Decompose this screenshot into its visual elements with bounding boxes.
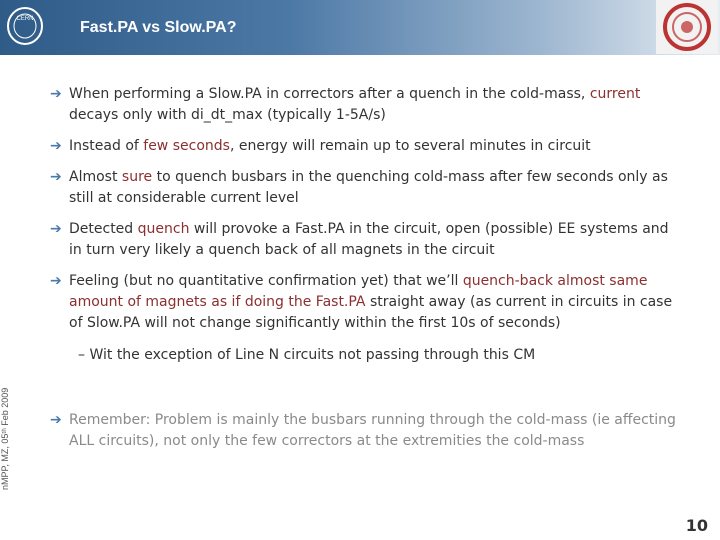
arrow-right-icon: ➔ xyxy=(50,412,62,428)
bullet-item: ➔ Instead of few seconds, energy will remain up to several minutes in circuit xyxy=(50,136,685,157)
header-bar xyxy=(0,0,720,55)
sub-bullet: – Wit the exception of Line N circuits not passing through this CM xyxy=(78,347,536,363)
lhc-logo-icon xyxy=(656,0,718,54)
page-number: 10 xyxy=(685,516,708,535)
page-title: Fast.PA vs Slow.PA? xyxy=(80,19,237,36)
arrow-right-icon: ➔ xyxy=(50,273,62,289)
remember-block xyxy=(50,410,690,462)
bullet-item: ➔ When performing a Slow.PA in correctors after a quench in the cold-mass, current decays only with di_dt_max (typically 1-5A/s) xyxy=(50,86,641,123)
arrow-right-icon: ➔ xyxy=(50,221,62,237)
arrow-right-icon: ➔ xyxy=(50,169,62,185)
bullet-list xyxy=(50,84,685,344)
arrow-right-icon: ➔ xyxy=(50,138,62,154)
footer-sidebar: nMPP, MZ, 05ᵗʰ Feb 2009 xyxy=(0,387,10,490)
cern-logo-text: CERN xyxy=(16,16,34,22)
bullet-item: ➔ Feeling (but no quantitative confirmation yet) that we’ll quench-back almost same amount of magnets as if doing the Fast.PA straight away (as current in circuits in case of Slow.PA will not change significantly within the first 10s of seconds) xyxy=(50,273,673,331)
bullet-item: ➔ Remember: Problem is mainly the busbars running through the cold-mass (ie affecting ALL circuits), not only the few correctors at the extremities the cold-mass xyxy=(50,412,676,449)
arrow-right-icon: ➔ xyxy=(50,86,62,102)
cern-logo-icon xyxy=(5,4,45,48)
bullet-item: ➔ Almost sure to quench busbars in the quenching cold-mass after few seconds only as still at considerable current level xyxy=(50,169,668,206)
bullet-item: ➔ Detected quench will provoke a Fast.PA in the circuit, open (possible) EE systems and in turn very likely a quench back of all magnets in the circuit xyxy=(50,221,669,258)
